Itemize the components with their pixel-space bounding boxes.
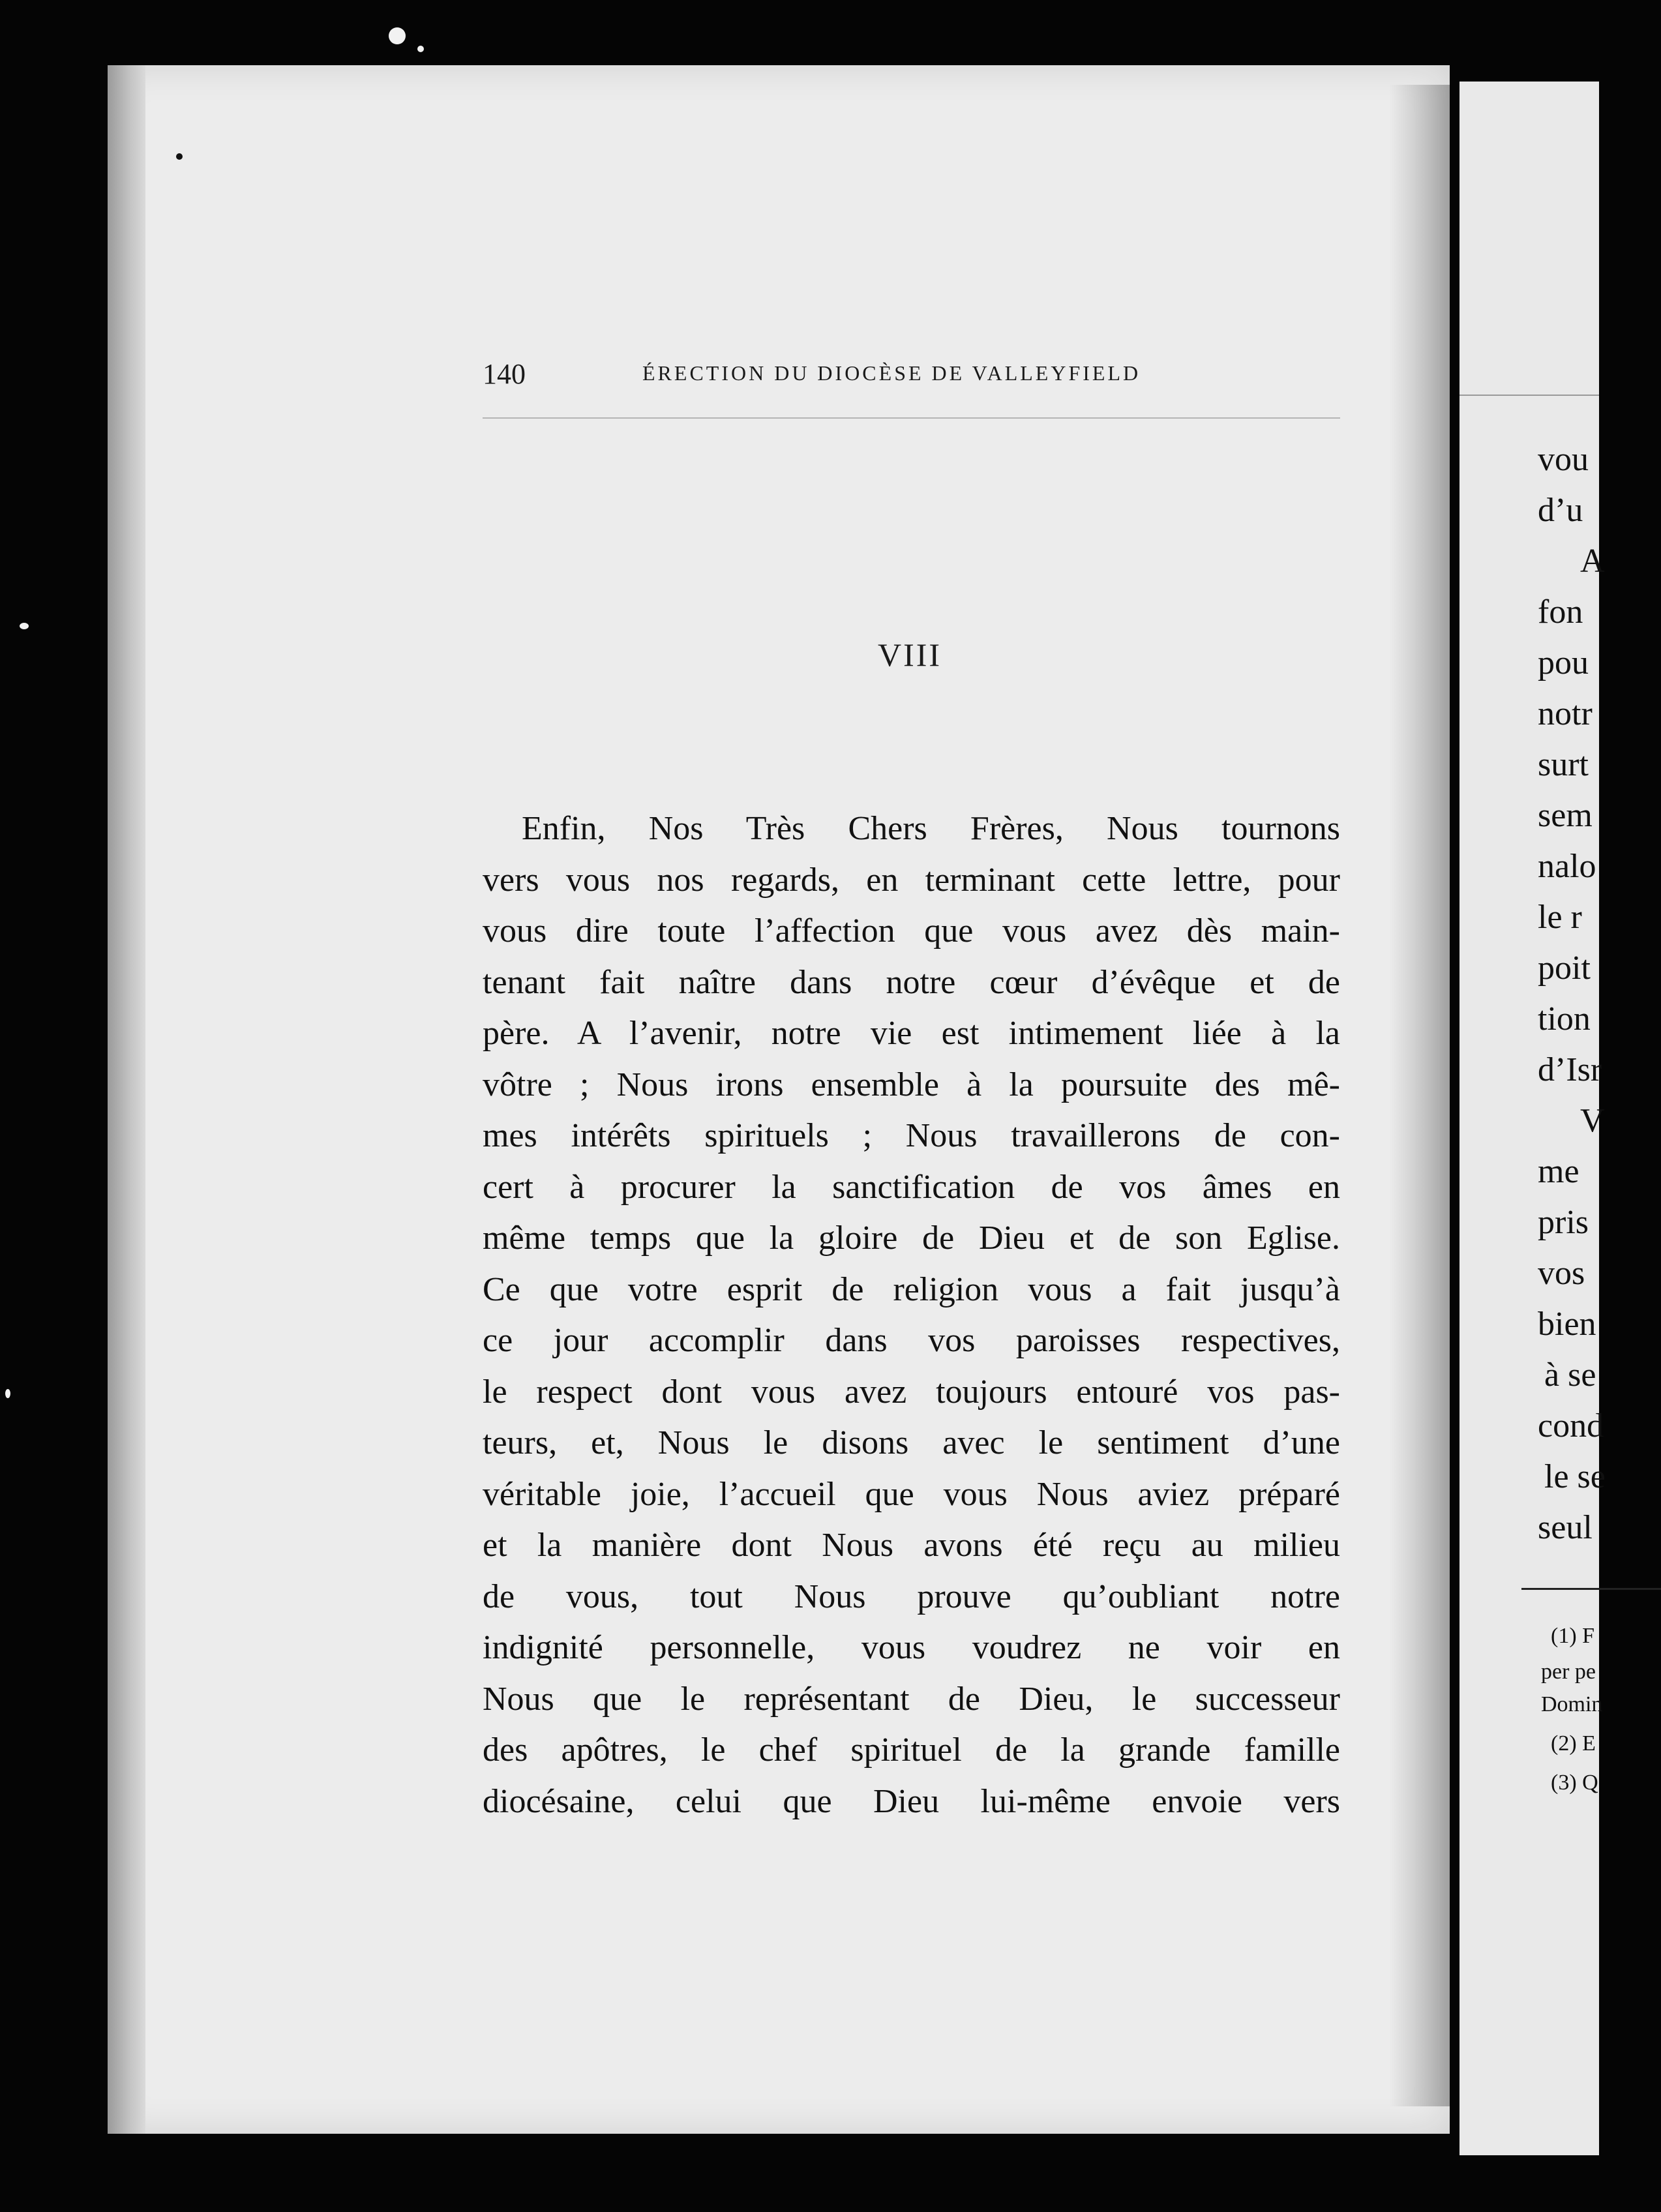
text-line: teurs, et, Nous le disons avec le sentiment d’une bbox=[483, 1424, 1340, 1461]
scan-speck bbox=[417, 46, 424, 52]
scan-speck bbox=[5, 1389, 10, 1398]
header-rule bbox=[483, 417, 1340, 419]
footnote: per pe bbox=[1541, 1660, 1596, 1684]
text-line: tion bbox=[1538, 1000, 1591, 1038]
text-line: indignité personnelle, vous voudrez ne voir en bbox=[483, 1629, 1340, 1666]
text-line: notr bbox=[1538, 695, 1593, 732]
text-line: de vous, tout Nous prouve qu’oubliant notre bbox=[483, 1577, 1340, 1615]
text-line: surt bbox=[1538, 746, 1589, 783]
scan-speck bbox=[20, 623, 29, 629]
body-text bbox=[483, 803, 1340, 1827]
text-line: seul bbox=[1538, 1509, 1593, 1546]
text-line: des apôtres, le chef spirituel de la grande famille bbox=[483, 1731, 1340, 1769]
scan-speck bbox=[389, 27, 406, 44]
text-line: ce jour accomplir dans vos paroisses respectives, bbox=[483, 1322, 1340, 1359]
text-line: pou bbox=[1538, 644, 1589, 681]
text-line: vous dire toute l’affection que vous avez dès main- bbox=[483, 912, 1340, 949]
text-line: poit bbox=[1538, 949, 1591, 987]
text-line: nalo bbox=[1538, 848, 1596, 885]
text-line: d’u bbox=[1538, 492, 1583, 529]
text-line: me bbox=[1538, 1153, 1579, 1190]
right-page-fragment bbox=[1459, 82, 1606, 2155]
text-line: Ce que votre esprit de religion vous a fait jusqu’à bbox=[483, 1270, 1340, 1308]
running-title: ÉRECTION DU DIOCÈSE DE VALLEYFIELD bbox=[642, 361, 1141, 385]
text-line: Nous que le représentant de Dieu, le successeur bbox=[483, 1680, 1340, 1718]
text-line: bien bbox=[1538, 1306, 1596, 1343]
running-head bbox=[483, 357, 1343, 390]
text-line: vos bbox=[1538, 1255, 1585, 1292]
text-line: sem bbox=[1538, 797, 1593, 834]
text-line: Enfin, Nos Très Chers Frères, Nous tournons bbox=[522, 810, 1340, 847]
text-line: fon bbox=[1538, 593, 1583, 631]
footnote: (2) E bbox=[1551, 1731, 1596, 1756]
section-heading: VIII bbox=[877, 636, 942, 673]
text-line: diocésaine, celui que Dieu lui-même envoie vers bbox=[483, 1782, 1340, 1820]
page-stack-edge bbox=[108, 65, 145, 2134]
text-line: A bbox=[1580, 543, 1605, 580]
text-line: et la manière dont Nous avons été reçu au milieu bbox=[483, 1527, 1340, 1564]
text-line: d’Isr bbox=[1538, 1051, 1602, 1088]
text-line: tenant fait naître dans notre cœur d’évêque et de bbox=[483, 963, 1340, 1001]
text-line: véritable joie, l’accueil que vous Nous aviez préparé bbox=[483, 1475, 1340, 1513]
text-line: père. A l’avenir, notre vie est intimement liée à la bbox=[483, 1015, 1340, 1052]
scan-speck bbox=[176, 153, 183, 160]
text-line: le respect dont vous avez toujours entouré vos pas- bbox=[483, 1373, 1340, 1411]
page-number: 140 bbox=[483, 358, 526, 390]
text-line: vou bbox=[1538, 441, 1589, 478]
gutter-shadow bbox=[1389, 85, 1450, 2106]
text-line: pris bbox=[1538, 1204, 1589, 1241]
footnote: (3) Q bbox=[1551, 1771, 1598, 1795]
text-line: V bbox=[1580, 1102, 1605, 1139]
footnote: Domin bbox=[1541, 1692, 1603, 1716]
header-rule-right bbox=[1459, 395, 1599, 396]
text-line: à se bbox=[1544, 1356, 1596, 1394]
text-line: mes intérêts spirituels ; Nous travaillerons de con- bbox=[483, 1117, 1340, 1154]
text-line: même temps que la gloire de Dieu et de son Eglise. bbox=[483, 1219, 1340, 1257]
text-line: vôtre ; Nous irons ensemble à la poursuite des mê- bbox=[483, 1066, 1340, 1103]
footnote-rule bbox=[1521, 1588, 1661, 1590]
footnote: (1) F bbox=[1551, 1624, 1595, 1648]
text-line: le r bbox=[1538, 899, 1582, 936]
text-line: le se bbox=[1544, 1458, 1606, 1495]
text-line: cond bbox=[1538, 1407, 1604, 1444]
text-line: vers vous nos regards, en terminant cette lettre, pour bbox=[483, 861, 1340, 899]
text-line: cert à procurer la sanctification de vos âmes en bbox=[483, 1168, 1340, 1206]
